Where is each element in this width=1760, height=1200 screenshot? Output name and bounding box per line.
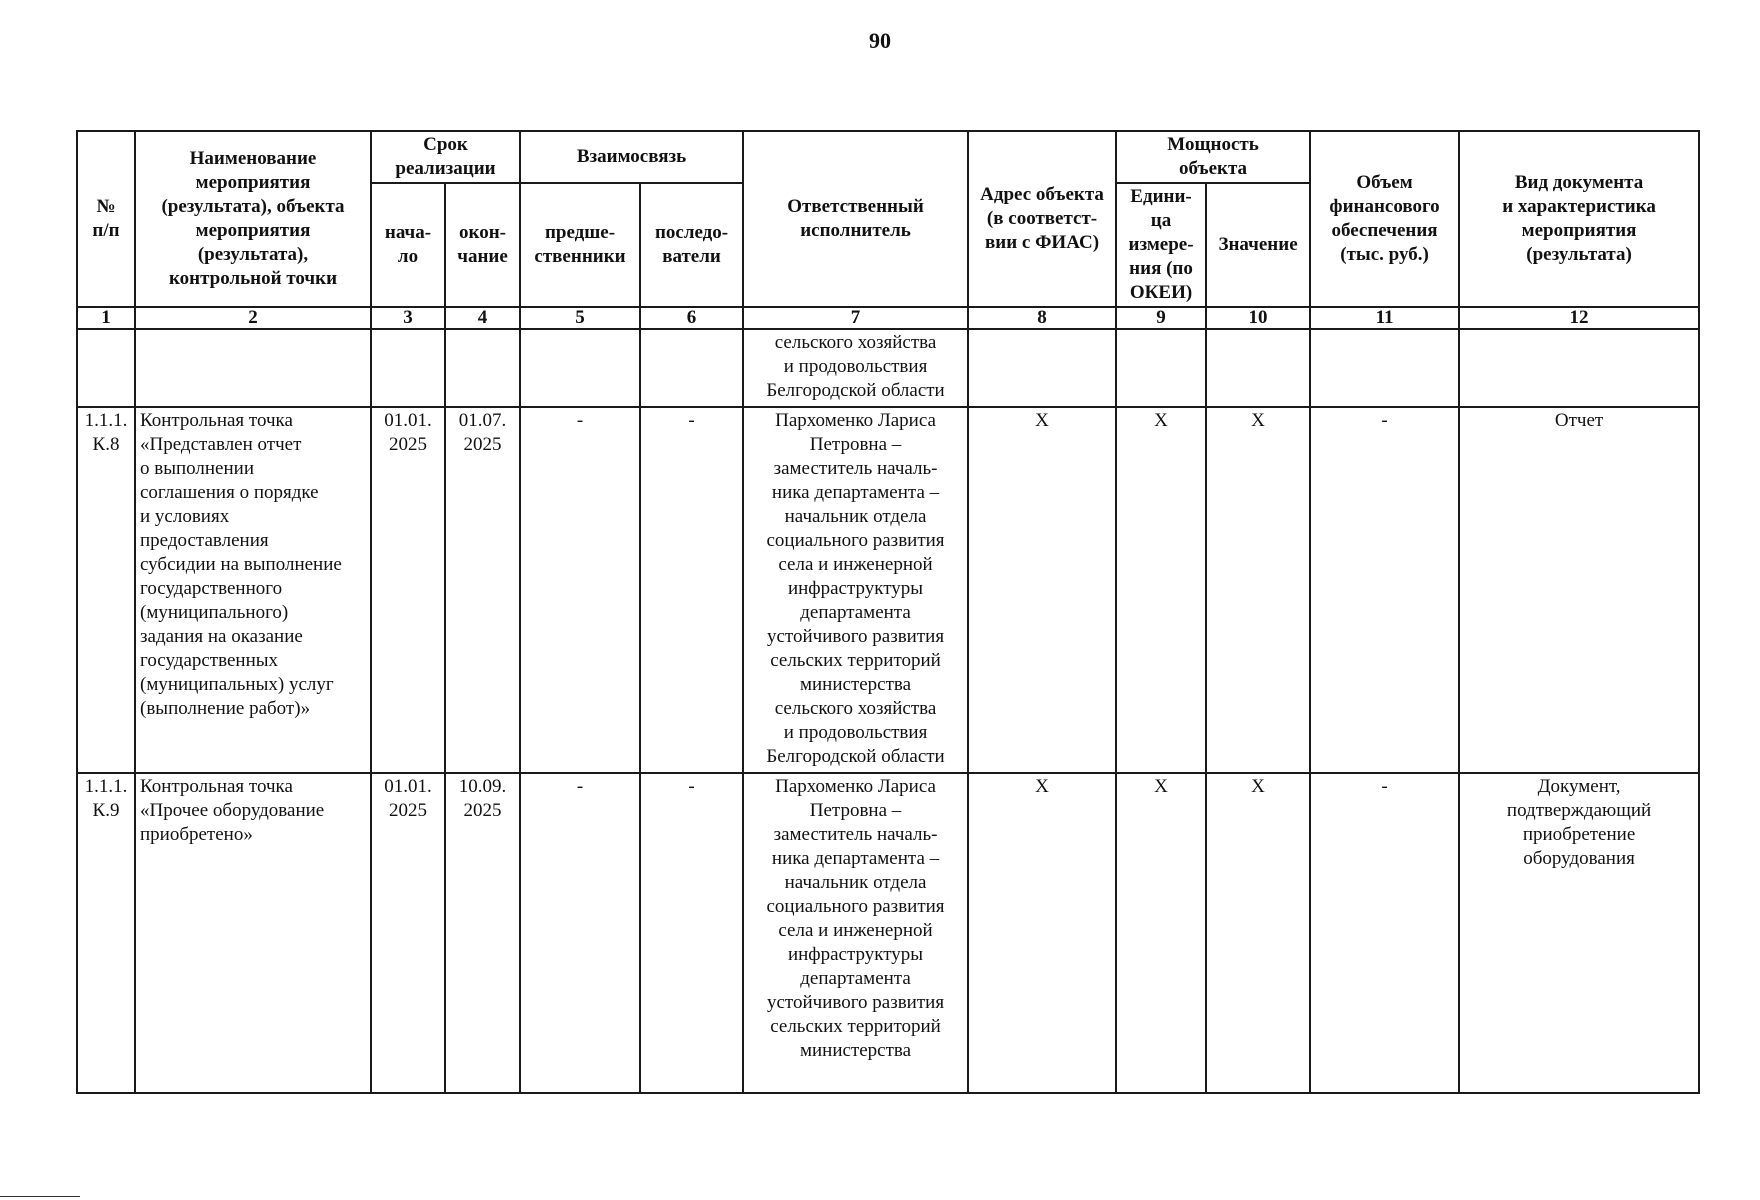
row-document: Отчет — [1459, 407, 1699, 773]
col-number-8: 8 — [968, 307, 1116, 329]
row-successors: - — [640, 773, 743, 1093]
row-name — [135, 329, 371, 407]
header-responsible: Ответственный исполнитель — [743, 131, 968, 307]
row-responsible: Пархоменко Лариса Петровна – заместитель началь- ника департамента – начальник отдела социального развития села и инженерной инфраструктуры департамента устойчивого развития сельских территорий министерства — [743, 773, 968, 1093]
row-end — [445, 329, 520, 407]
col-number-5: 5 — [520, 307, 640, 329]
header-finance: Объем финансового обеспечения (тыс. руб.) — [1310, 131, 1459, 307]
row-address: Х — [968, 407, 1116, 773]
row-start — [371, 329, 445, 407]
header-start: нача- ло — [371, 183, 445, 307]
row-end: 01.07. 2025 — [445, 407, 520, 773]
row-responsible: Пархоменко Лариса Петровна – заместитель началь- ника департамента – начальник отдела социального развития села и инженерной инфраструктуры департамента устойчивого развития сельских территорий министерства сельского хозяйства и продовольствия Белгородской области — [743, 407, 968, 773]
table-row — [77, 329, 1699, 407]
row-value: Х — [1206, 407, 1310, 773]
col-number-9: 9 — [1116, 307, 1206, 329]
row-unit: Х — [1116, 773, 1206, 1093]
row-predecessors: - — [520, 773, 640, 1093]
row-start: 01.01. 2025 — [371, 773, 445, 1093]
row-successors: - — [640, 407, 743, 773]
header-value: Значение — [1206, 183, 1310, 307]
row-document: Документ, подтверждающий приобретение оборудования — [1459, 773, 1699, 1093]
header-successors: последо- ватели — [640, 183, 743, 307]
row-name: Контрольная точка «Прочее оборудование приобретено» — [135, 773, 371, 1093]
row-number: 1.1.1. К.9 — [77, 773, 135, 1093]
col-number-6: 6 — [640, 307, 743, 329]
header-predecessors: предше- ственники — [520, 183, 640, 307]
row-address — [968, 329, 1116, 407]
table-row — [77, 407, 1699, 773]
row-value — [1206, 329, 1310, 407]
col-number-4: 4 — [445, 307, 520, 329]
col-number-3: 3 — [371, 307, 445, 329]
row-number — [77, 329, 135, 407]
footer-divider — [0, 1196, 80, 1197]
row-finance — [1310, 329, 1459, 407]
row-name: Контрольная точка «Представлен отчет о выполнении соглашения о порядке и условиях предоставления субсидии на выполнение государственного (муниципального) задания на оказание государственных (муниципальных) услуг (выполнение работ)» — [135, 407, 371, 773]
header-relation: Взаимосвязь — [520, 131, 743, 183]
row-unit — [1116, 329, 1206, 407]
plan-table — [76, 130, 1700, 1094]
row-finance: - — [1310, 407, 1459, 773]
col-number-1: 1 — [77, 307, 135, 329]
row-predecessors: - — [520, 407, 640, 773]
col-number-7: 7 — [743, 307, 968, 329]
row-document — [1459, 329, 1699, 407]
col-number-10: 10 — [1206, 307, 1310, 329]
row-address: Х — [968, 773, 1116, 1093]
header-document: Вид документа и характеристика мероприятия (результата) — [1459, 131, 1699, 307]
row-number: 1.1.1. К.8 — [77, 407, 135, 773]
col-number-11: 11 — [1310, 307, 1459, 329]
row-successors — [640, 329, 743, 407]
header-term: Срок реализации — [371, 131, 520, 183]
row-value: Х — [1206, 773, 1310, 1093]
row-responsible: сельского хозяйства и продовольствия Белгородской области — [743, 329, 968, 407]
row-unit: Х — [1116, 407, 1206, 773]
header-address: Адрес объекта (в соответст- вии с ФИАС) — [968, 131, 1116, 307]
row-predecessors — [520, 329, 640, 407]
table-row — [77, 773, 1699, 1093]
page-number: 90 — [869, 28, 891, 53]
header-name: Наименование мероприятия (результата), объекта мероприятия (результата), контрольной точки — [135, 131, 371, 307]
header-capacity: Мощность объекта — [1116, 131, 1310, 183]
header-end: окон- чание — [445, 183, 520, 307]
header-number: № п/п — [77, 131, 135, 307]
col-number-2: 2 — [135, 307, 371, 329]
header-unit: Едини- ца измере- ния (по ОКЕИ) — [1116, 183, 1206, 307]
row-end: 10.09. 2025 — [445, 773, 520, 1093]
row-finance: - — [1310, 773, 1459, 1093]
col-number-12: 12 — [1459, 307, 1699, 329]
row-start: 01.01. 2025 — [371, 407, 445, 773]
